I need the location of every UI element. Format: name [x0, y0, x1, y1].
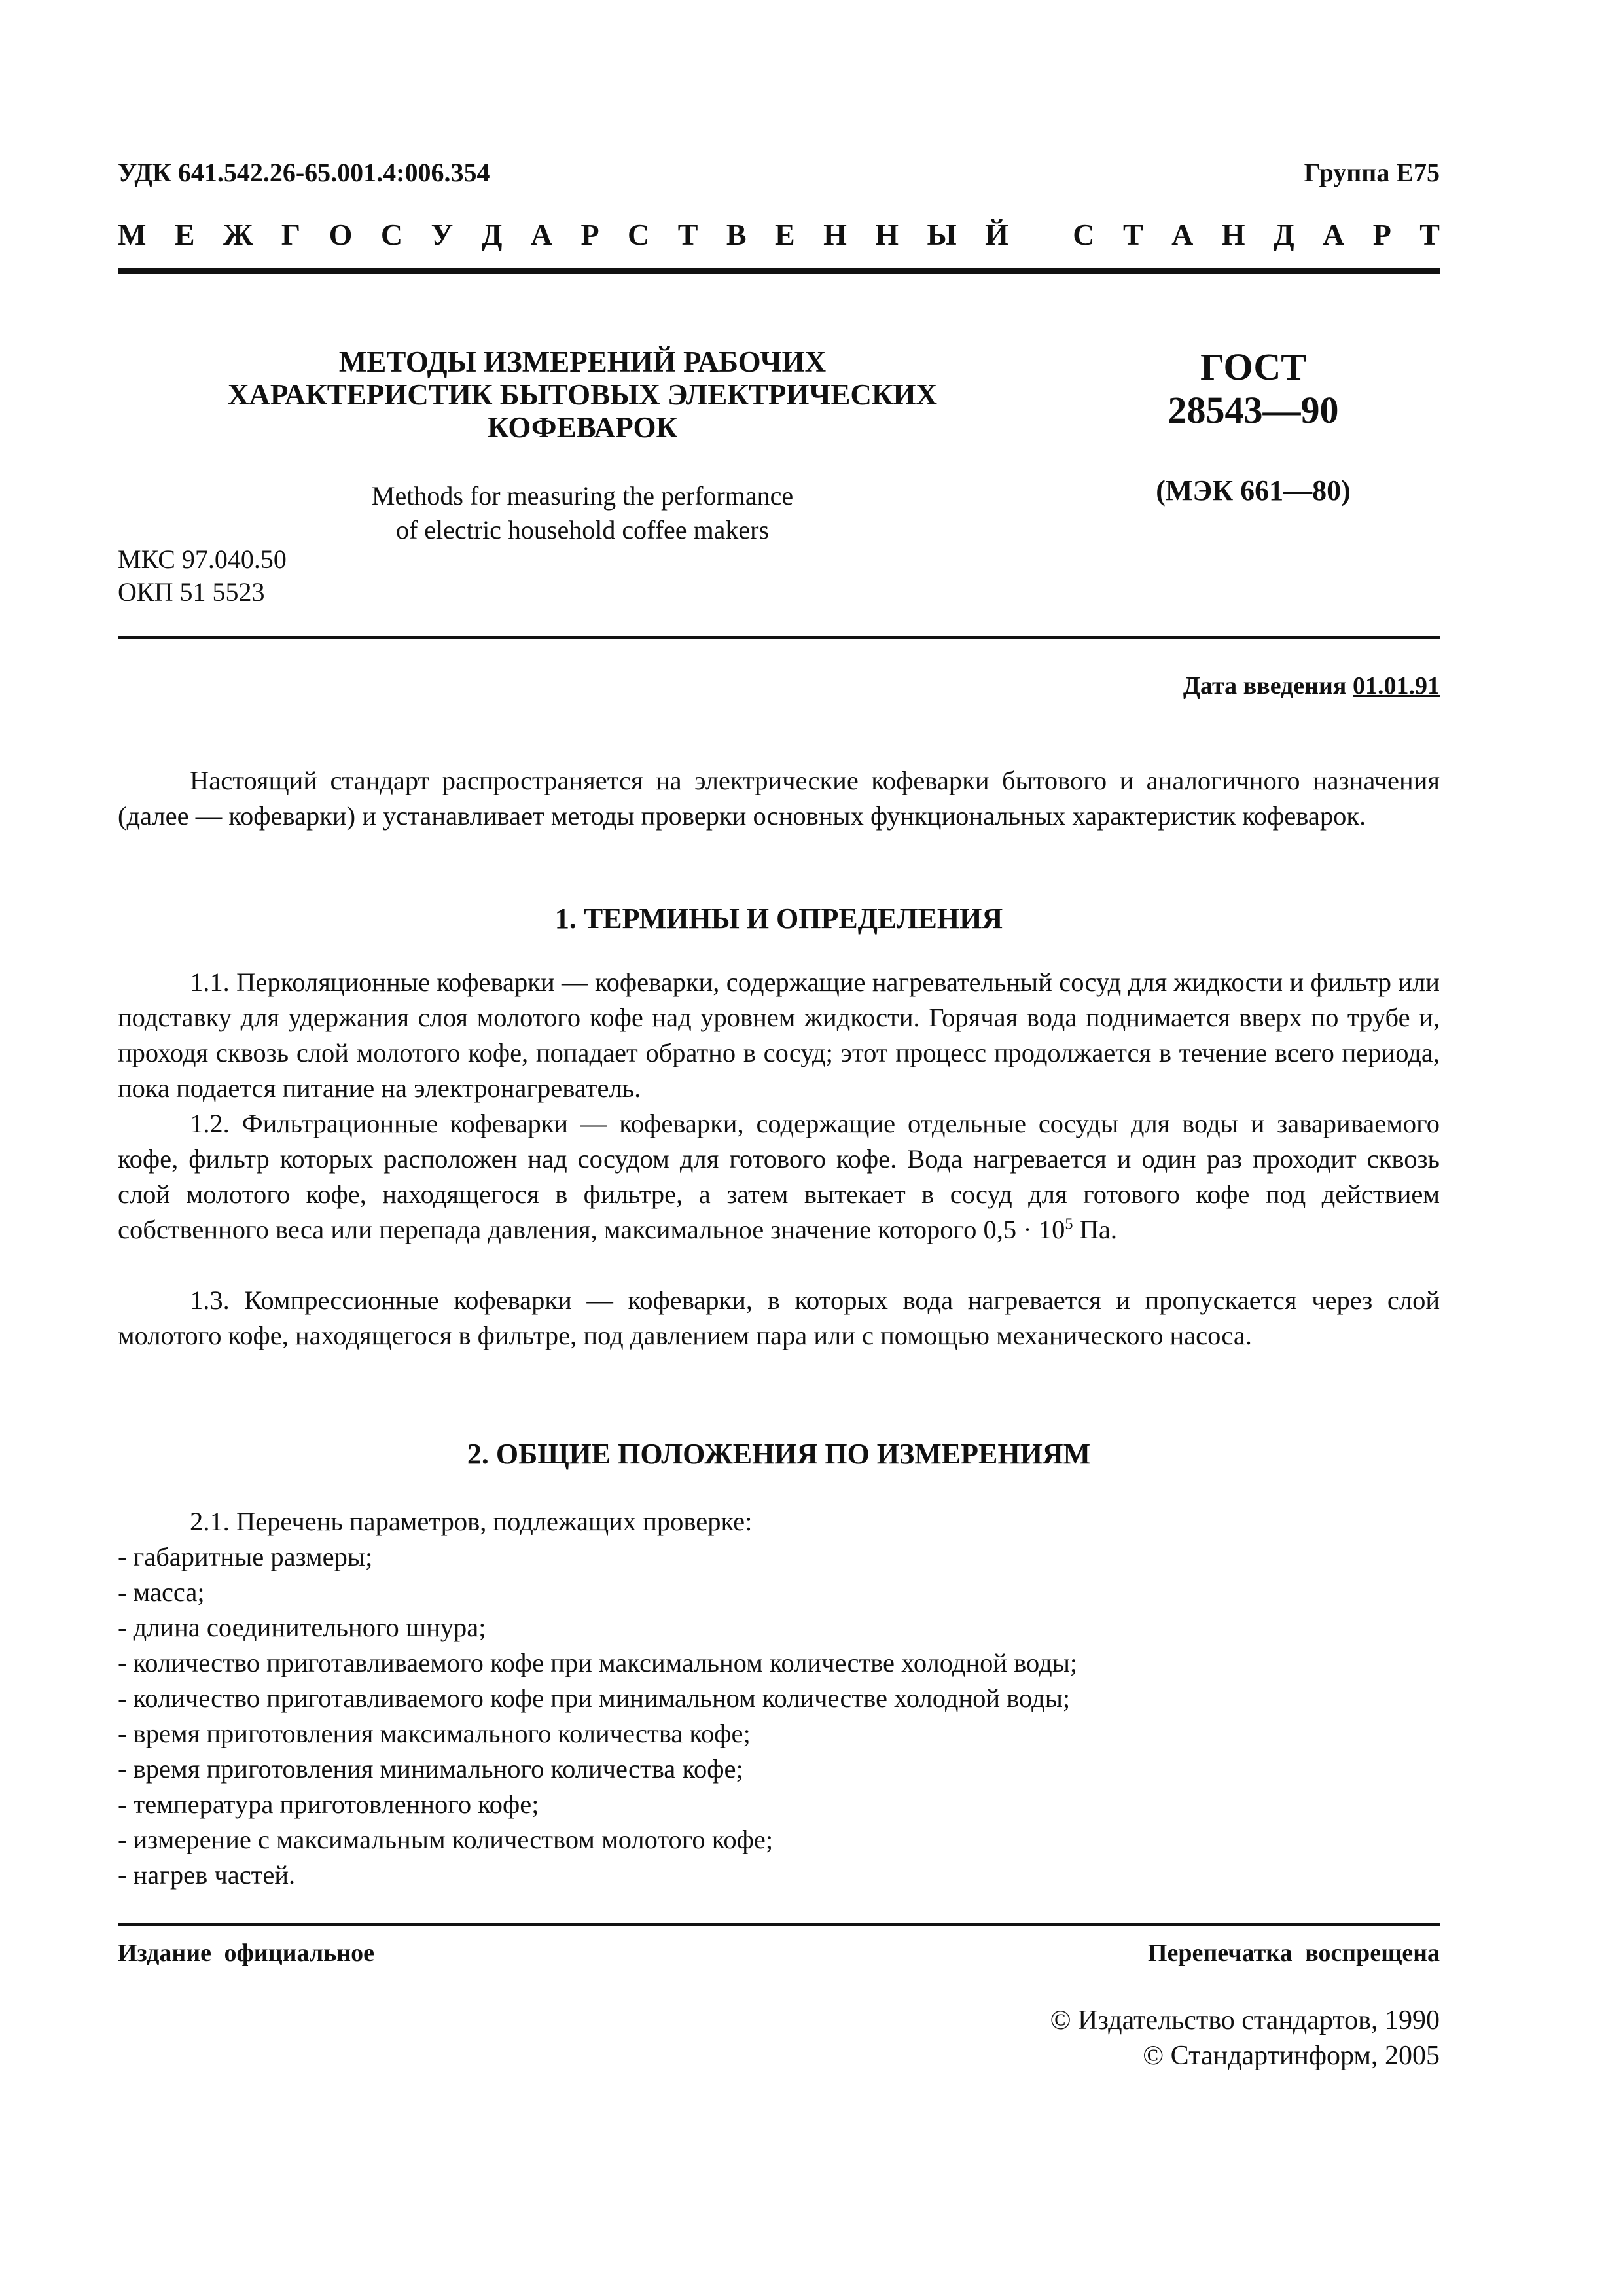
- banner-letter: Ж: [223, 218, 253, 251]
- banner-letter: Т: [677, 218, 698, 251]
- banner-letter: Р: [580, 218, 599, 251]
- copyright-line-1: © Издательство стандартов, 1990: [1050, 2005, 1440, 2036]
- list-item: - измерение с максимальным количеством молотого кофе;: [118, 1825, 774, 1854]
- banner-letter: Г: [281, 218, 301, 251]
- list-item: - температура приготовленного кофе;: [118, 1789, 539, 1819]
- list-intro: 2.1. Перечень параметров, подлежащих проверке:: [190, 1507, 753, 1536]
- paragraph-1-1: 1.1. Перколяционные кофеварки — кофеварки, содержащие нагревательный сосуд для жидкости и фильтр или подставку для удержания слоя молотого кофе над уровнем жидкости. Горячая вода поднимается вверх по трубе и, проходя сквозь слой молотого кофе, попадает обратно в сосуд; этот процесс продолжается в течение всего периода, пока подается питание на электронагреватель.: [118, 967, 1440, 1103]
- list-item: - нагрев частей.: [118, 1860, 296, 1890]
- banner-letter: М: [118, 218, 147, 251]
- document-title: [164, 346, 1001, 444]
- okp-code: ОКП 51 5523: [118, 577, 265, 607]
- paragraph-1-2: [118, 1106, 1440, 1247]
- banner-letter: Н: [1221, 218, 1245, 251]
- iec-reference: (МЭК 661—80): [1156, 475, 1351, 507]
- banner-letter: Д: [1273, 218, 1294, 251]
- copyright-line-2: © Стандартинформ, 2005: [1143, 2041, 1440, 2071]
- title-line-1: МЕТОДЫ ИЗМЕРЕНИЙ РАБОЧИХ: [338, 346, 827, 378]
- banner-letter: Д: [481, 218, 503, 251]
- banner-letter: С: [1073, 218, 1095, 251]
- list-item: - масса;: [118, 1577, 205, 1607]
- list-item: - габаритные размеры;: [118, 1542, 373, 1571]
- introduction-date: [1183, 672, 1440, 700]
- introduction-date-value: 01.01.91: [1353, 672, 1440, 700]
- classification-codes: [118, 543, 287, 609]
- banner-letter: В: [726, 218, 747, 251]
- gost-label: ГОСТ: [1200, 346, 1306, 388]
- gost-code: 28543—90: [1168, 389, 1339, 431]
- interstate-standard-banner: [118, 217, 1440, 252]
- section-2-heading: 2. ОБЩИЕ ПОЛОЖЕНИЯ ПО ИЗМЕРЕНИЯМ: [467, 1438, 1091, 1470]
- list-item: - длина соединительного шнура;: [118, 1613, 486, 1642]
- banner-letter: [1037, 217, 1044, 252]
- title-line-3: КОФЕВАРОК: [487, 411, 678, 444]
- paragraph-1-2-unit: Па.: [1073, 1215, 1117, 1244]
- intro-paragraph: Настоящий стандарт распространяется на электрические кофеварки бытового и аналогичного назначения (далее — кофеварки) и устанавливает методы проверки основных функциональных характеристик кофеварок.: [118, 766, 1440, 831]
- banner-letter: А: [1323, 218, 1345, 251]
- banner-letter: У: [431, 218, 454, 251]
- reprint-prohibited-label: Перепечатка воспрещена: [1147, 1939, 1440, 1967]
- english-title-line-2: of electric household coffee makers: [395, 515, 770, 545]
- title-line-2: ХАРАКТЕРИСТИК БЫТОВЫХ ЭЛЕКТРИЧЕСКИХ: [227, 378, 938, 411]
- banner-letter: С: [628, 218, 650, 251]
- udk-code: УДК 641.542.26-65.001.4:006.354: [118, 158, 490, 187]
- banner-letter: Т: [1122, 218, 1143, 251]
- paragraph-1-3: 1.3. Компрессионные кофеварки — кофеварки, в которых вода нагревается и пропускается через слой молотого кофе, находящегося в фильтре, под давлением пара или с помощью механического насоса.: [118, 1285, 1440, 1350]
- list-item: - количество приготавливаемого кофе при максимальном количестве холодной воды;: [118, 1648, 1078, 1677]
- english-title-line-1: Methods for measuring the performance: [371, 481, 794, 511]
- banner-letter: Й: [985, 218, 1008, 251]
- paragraph-1-2-exponent: 5: [1065, 1215, 1073, 1233]
- english-title: [294, 479, 870, 547]
- title-rule: [118, 636, 1440, 639]
- official-edition-label: Издание официальное: [118, 1939, 375, 1967]
- banner-letter: Н: [823, 218, 847, 251]
- banner-letter: Ы: [927, 218, 957, 251]
- section-1-heading: 1. ТЕРМИНЫ И ОПРЕДЕЛЕНИЯ: [554, 903, 1003, 935]
- banner-letter: С: [380, 218, 403, 251]
- copyright-block: [1050, 2003, 1440, 2073]
- parameter-list: [118, 1504, 1440, 1893]
- banner-letter: А: [530, 218, 553, 251]
- header-rule: [118, 268, 1440, 274]
- banner-letter: Т: [1419, 218, 1440, 251]
- banner-letter: Е: [174, 218, 195, 251]
- paragraph-1-2-text: 1.2. Фильтрационные кофеварки — кофеварки, содержащие отдельные сосуды для воды и завариваемого кофе, фильтр которых расположен над сосудом для готового кофе. Вода нагревается и один раз проходит сквозь слой молотого кофе, находящегося в фильтре, а затем вытекает в сосуд для готового кофе под действием собственного веса или перепада давления, максимальное значение которого 0,5 · 10: [118, 1109, 1440, 1244]
- gost-number: [1083, 346, 1423, 432]
- introduction-date-label: Дата введения: [1183, 672, 1347, 700]
- banner-letter: А: [1171, 218, 1194, 251]
- banner-letter: Н: [875, 218, 899, 251]
- banner-letter: Р: [1372, 218, 1391, 251]
- mks-code: МКС 97.040.50: [118, 545, 287, 574]
- list-item: - время приготовления максимального количества кофе;: [118, 1719, 751, 1748]
- footer-rule: [118, 1923, 1440, 1926]
- list-item: - время приготовления минимального количества кофе;: [118, 1754, 743, 1784]
- banner-letter: О: [329, 218, 353, 251]
- group-code: Группа Е75: [1304, 158, 1440, 187]
- list-item: - количество приготавливаемого кофе при минимальном количестве холодной воды;: [118, 1683, 1071, 1713]
- banner-letter: Е: [774, 218, 795, 251]
